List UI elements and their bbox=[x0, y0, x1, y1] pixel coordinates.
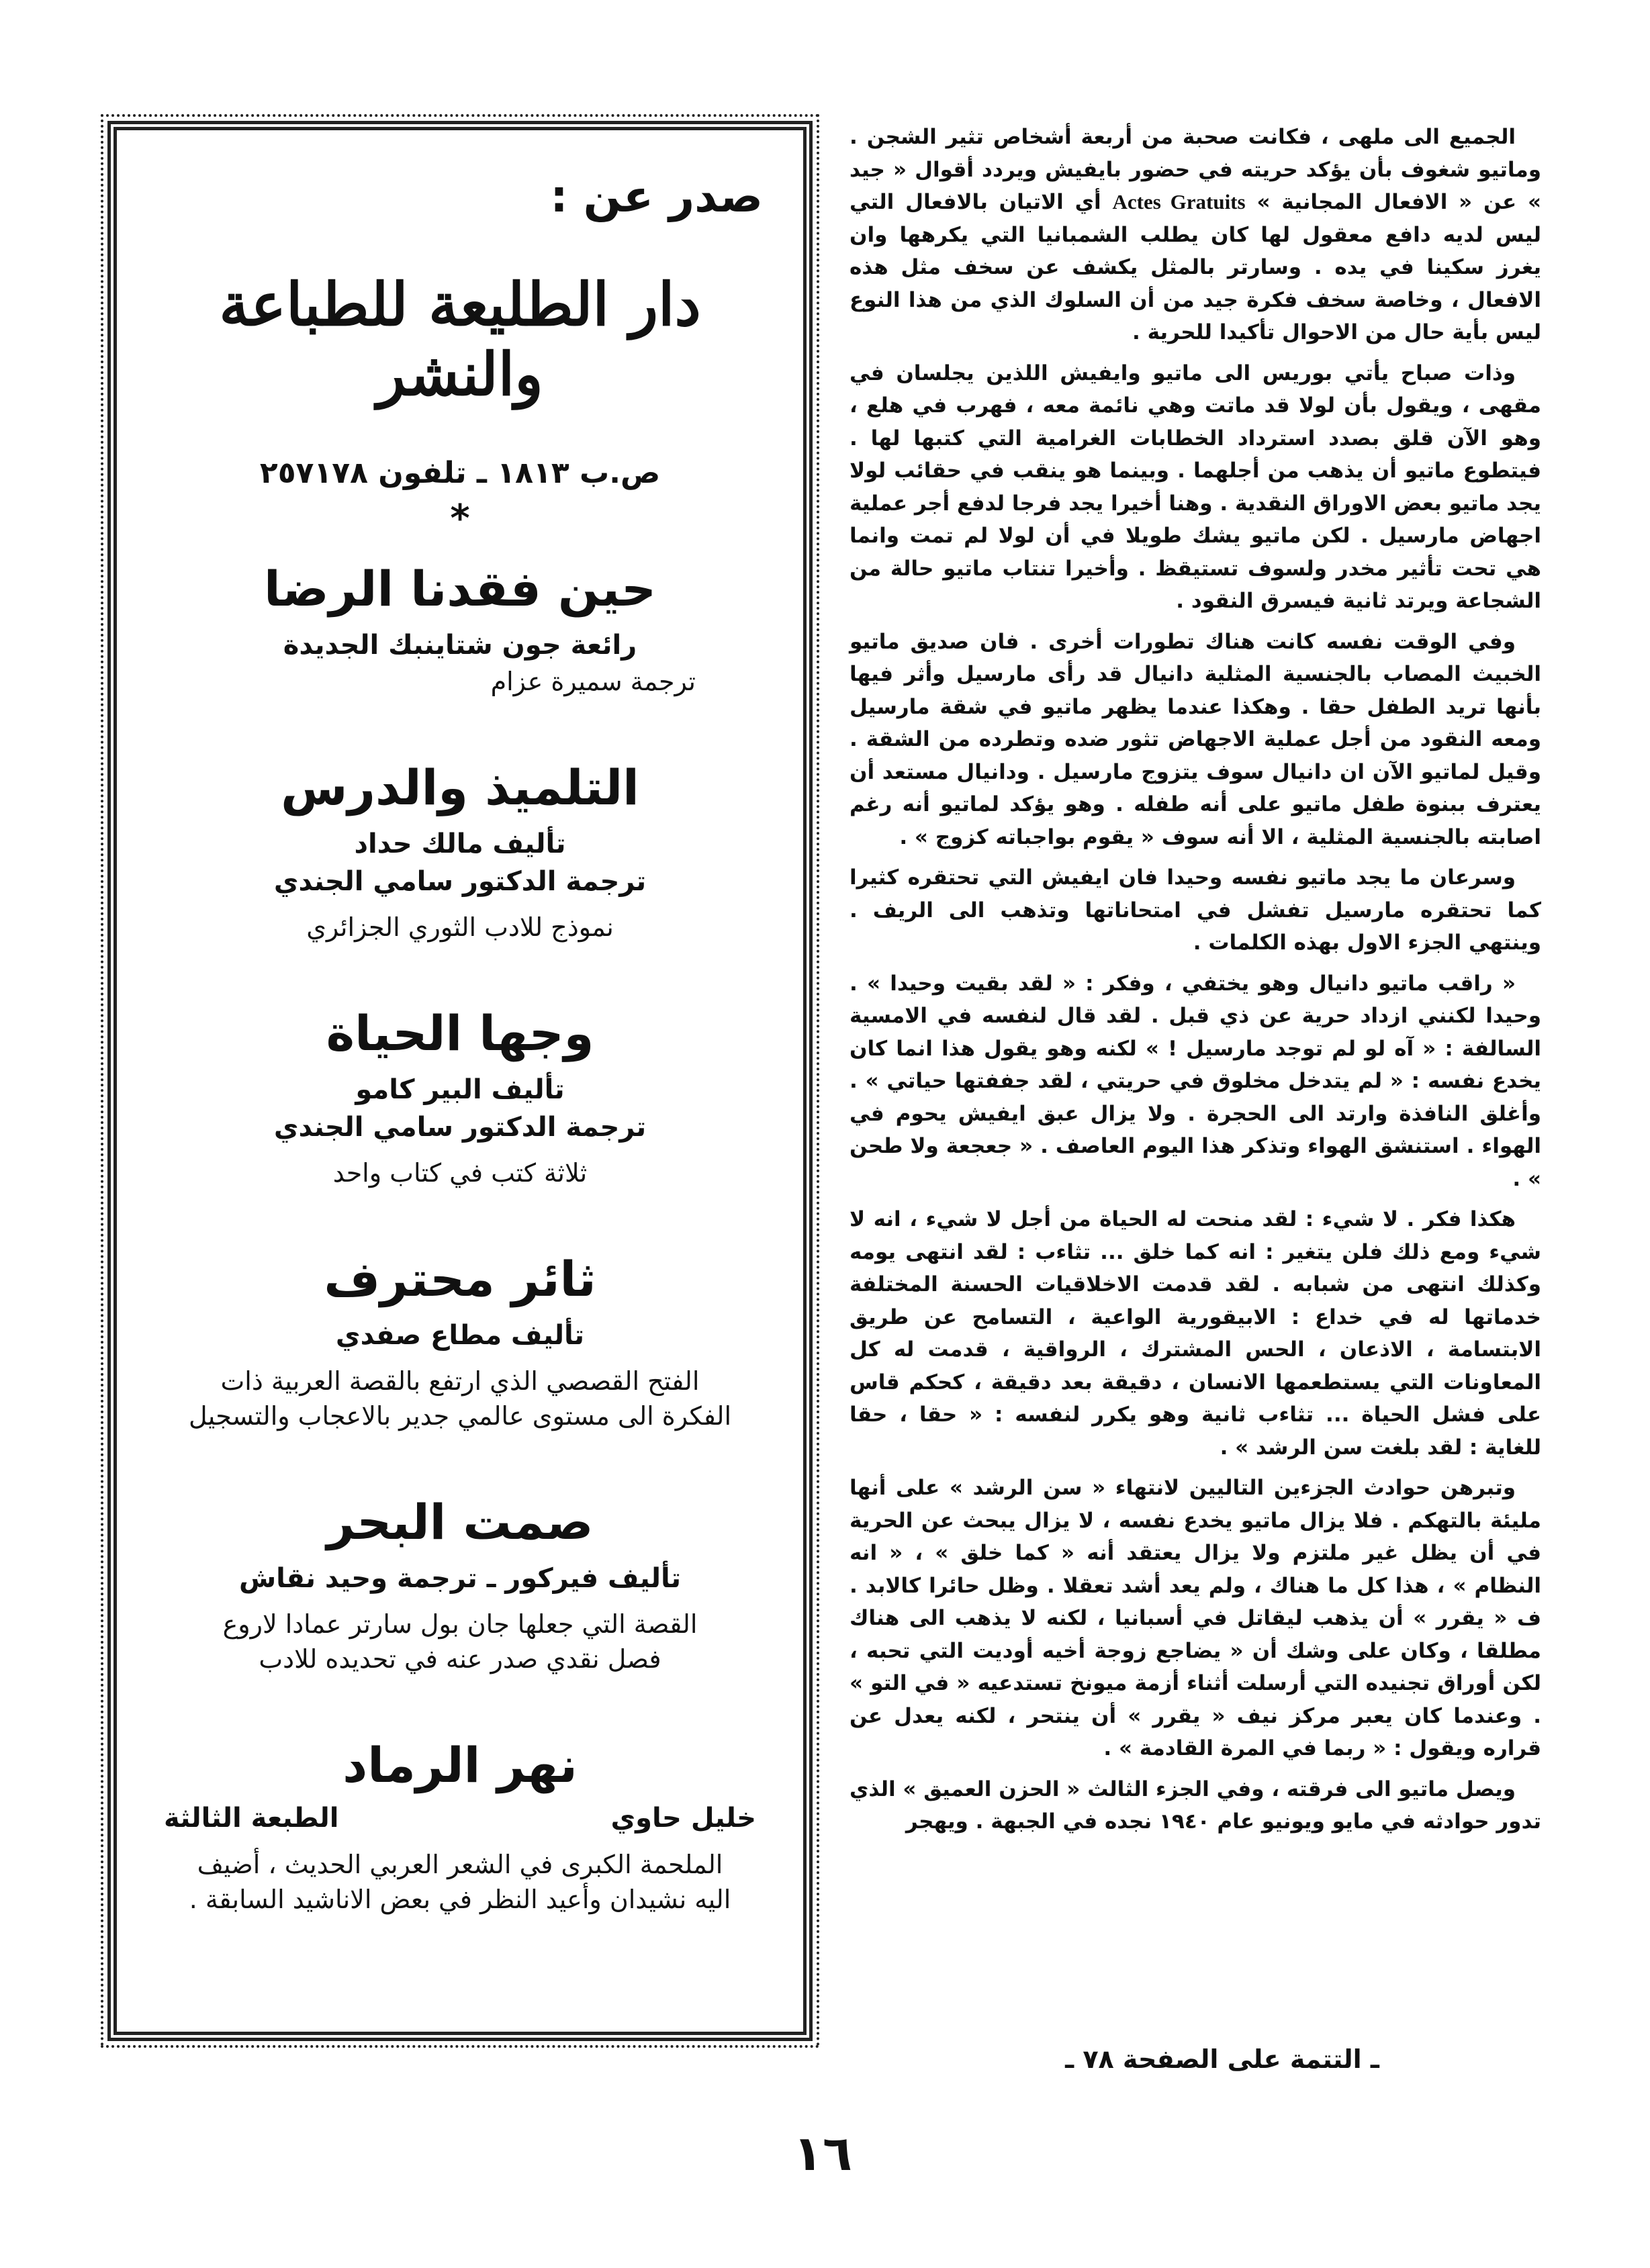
book-title: التلميذ والدرس bbox=[281, 759, 639, 816]
continued-note: ـ التتمة على الصفحة ٧٨ ـ bbox=[1065, 2044, 1379, 2074]
book-entry bbox=[144, 1005, 776, 1190]
article-paragraph: وسرعان ما يجد ماتيو نفسه وحيدا فان ايفيش التي تحتقره كثيرا كما تحتقره مارسيل تفشل في امتحاناتها وتذهب الى الريف . وينتهي الجزء الاول بهذه الكلمات . bbox=[850, 865, 1541, 955]
book-description: القصة التي جعلها جان بول سارتر عمادا لاروع bbox=[222, 1609, 698, 1639]
book-entry bbox=[144, 1494, 776, 1676]
page-number: ١٦ bbox=[793, 2125, 852, 2181]
paragraph-text: أي الاتيان بالافعال التي ليس لديه دافع معقول لها كان يطلب الشمبانيا التي يكرهها وان يغرز سكينا في يده . وسارتر بالمثل يكشف عن سخف مثل هذه الافعال ، وخاصة سخف فكرة جيد من أن السلوك الذي من هذا النوع ليس بأية حال من الاحوال تأكيدا للحرية . bbox=[850, 190, 1541, 344]
article-paragraph: هكذا فكر . لا شيء : لقد منحت له الحياة من أجل لا شيء ، انه لا شيء ومع ذلك فلن يتغير : انه كما خلق ... تثاءب : لقد انتهى يومه وكذلك انتهى من شبابه . لقد قدمت الاخلاقيات الحسنة المختلفة خدماتها له في خداع : الابيقورية الواعية ، التسامح عن طريق الابتسامة ، الاذعان ، الحس المشترك ، الرواقية ، قدمت له كل المعاونات التي يستطعمها الانسان ، دقيقة بعد دقيقة ، كحكم قاس على فشل الحياة ... تثاءب ثانية وهو يكرر لنفسه : « حقا ، حقا للغاية : لقد بلغت سن الرشد » . bbox=[850, 1207, 1541, 1460]
book-entry bbox=[144, 1737, 776, 1917]
book-description: الملحمة الكبرى في الشعر العربي الحديث ، أضيف bbox=[197, 1850, 723, 1879]
article-paragraph: ويصل ماتيو الى فرقته ، وفي الجزء الثالث « الحزن العميق » الذي تدور حوادثه في مايو ويونيو عام ١٩٤٠ نجده في الجبهة . ويهجر bbox=[850, 1777, 1541, 1834]
publisher-ad-box bbox=[107, 121, 813, 2041]
book-entry bbox=[144, 1251, 776, 1433]
book-translator: ترجمة سميرة عزام bbox=[490, 667, 696, 696]
book-author: تأليف مطاع صفدي bbox=[335, 1320, 585, 1351]
book-title: صمت البحر bbox=[326, 1494, 594, 1550]
article-column bbox=[850, 121, 1541, 2101]
article-paragraph: وفي الوقت نفسه كانت هناك تطورات أخرى . فان صديق ماتيو الخبيث المصاب بالجنسية المثلية دانيال قد رأى مارسيل وأثر فيها بأنها تريد الطفل حقا . وهكذا عندما يظهر ماتيو في شقة مارسيل ومعه النقود من أجل عملية الاجهاض تثور ضده وتطرده من الشقة . وقيل لماتيو الآن ان دانيال سوف يتزوج مارسيل . ودانيال مستعد أن يعترف ببنوة طفل ماتيو على أنه طفله . وهو يؤكد لماتيو أنه رغم اصابته بالجنسية المثلية ، الا أنه سوف « يقوم بواجباته كزوج » . bbox=[850, 629, 1541, 849]
book-title: نهر الرماد bbox=[342, 1737, 578, 1793]
book-edition: الطبعة الثالثة bbox=[164, 1803, 339, 1834]
separator-star: * bbox=[450, 497, 470, 540]
book-entry bbox=[144, 561, 776, 699]
article-paragraph: وتبرهن حوادث الجزءين التاليين لانتهاء « سن الرشد » على أنها مليئة بالتهكم . فلا يزال ماتيو يخدع نفسه ، لا يزال يبحث عن الحرية في أن يظل غير ملتزم ولا يزال يعتقد أنه « كما خلق » ، « انه النظام » ، هذا كل ما هناك ، ولم يعد أشد تعقلا . وظل حائرا كالابد . ف « يقرر » أن يذهب ليقاتل في أسبانيا ، لكنه لا يذهب الى هناك مطلقا ، وكان على وشك أن « يضاجع زوجة أخيه أوديت التي تحبه ، لكن أوراق تجنيده التي أرسلت أثناء أزمة ميونخ تستدعيه « في التو » . وعندما كان يعبر مركز نيف « يقرر » أن ينتحر ، لكنه يعدل عن قراره ويقول : « ربما في المرة القادمة » . bbox=[850, 1476, 1541, 1760]
book-description: الفكرة الى مستوى عالمي جدير بالاعجاب والتسجيل bbox=[188, 1401, 732, 1431]
publisher-name: دار الطليعة للطباعة والنشر bbox=[219, 269, 701, 409]
book-subtitle: رائعة جون شتاينبك الجديدة bbox=[283, 630, 637, 661]
book-translator: ترجمة الدكتور سامي الجندي bbox=[273, 1112, 647, 1143]
book-title: وجها الحياة bbox=[326, 1005, 594, 1061]
book-author: خليل حاوي bbox=[610, 1803, 756, 1834]
book-translator: ترجمة الدكتور سامي الجندي bbox=[273, 866, 647, 897]
book-description: اليه نشيدان وأعيد النظر في بعض الاناشيد السابقة . bbox=[189, 1885, 731, 1914]
issued-by-heading: صدر عن : bbox=[550, 171, 763, 222]
book-meta-row bbox=[144, 1803, 776, 1834]
publisher-address: ص.ب ١٨١٣ ـ تلفون ٢٥٧١٧٨ bbox=[259, 456, 661, 490]
book-description: الفتح القصصي الذي ارتفع بالقصة العربية ذات bbox=[220, 1366, 700, 1396]
book-title: حين فقدنا الرضا bbox=[264, 561, 656, 617]
book-author: تأليف البير كامو bbox=[355, 1074, 565, 1105]
article-paragraph bbox=[850, 121, 1541, 349]
book-description: ثلاثة كتب في كتاب واحد bbox=[332, 1158, 588, 1188]
latin-term: Actes Gratuits bbox=[1112, 190, 1246, 214]
book-author: تأليف مالك حداد bbox=[354, 829, 566, 859]
paragraph-text: الجميع الى ملهى ، فكانت صحبة من أربعة أشخاص تثير الشجن . وماتيو شغوف بأن يؤكد حريته في حضور بايفيش ويردد أقوال « جيد » عن « الافعال المجانية » bbox=[850, 125, 1542, 214]
article-paragraph: « راقب ماتيو دانيال وهو يختفي ، وفكر : « لقد بقيت وحيدا » . وحيدا لكنني ازداد حرية عن ذي قبل . لقد قال لنفسه في الامسية السالفة : « آه لو لم توجد مارسيل ! » لكنه وهو يقول هذا انما كان يخدع نفسه : « لم يتدخل مخلوق في حريتي ، لقد جففتها حياتي » . وأغلق النافذة وارتد الى الحجرة . ولا يزال عبق ايفيش يحوم في الهواء . استنشق الهواء وتذكر هذا اليوم العاصف . « جعجعة ولا طحن » . bbox=[850, 971, 1541, 1191]
book-title: ثائر محترف bbox=[324, 1251, 596, 1307]
book-description: نموذج للادب الثوري الجزائري bbox=[306, 912, 614, 942]
book-credits: تأليف فيركور ـ ترجمة وحيد نقاش bbox=[238, 1563, 682, 1594]
book-entry bbox=[144, 759, 776, 945]
ad-content bbox=[144, 171, 776, 2005]
article-paragraph: وذات صباح يأتي بوريس الى ماتيو وايفيش اللذين يجلسان في مقهى ، ويقول بأن لولا قد ماتت وهي نائمة معه ، فهرب في هلع ، وهو الآن قلق بصدد استرداد الخطابات الغرامية التي كتبها لها . فيتطوع ماتيو أن يذهب من أجلهما . وبينما هو ينقب في حقائب لولا يجد ماتيو بعض الاوراق النقدية . وهنا أخيرا يجد فرجا لدفع أجر عملية اجهاض مارسيل . لكن ماتيو يشك طويلا في أن لولا لم تمت وانما هي تحت تأثير مخدر ولسوف تستيقظ . وأخيرا تنتاب ماتيو حالة من الشجاعة ويرتد ثانية فيسرق النقود . bbox=[850, 361, 1541, 613]
book-description: فصل نقدي صدر عنه في تحديده للادب bbox=[259, 1644, 661, 1674]
